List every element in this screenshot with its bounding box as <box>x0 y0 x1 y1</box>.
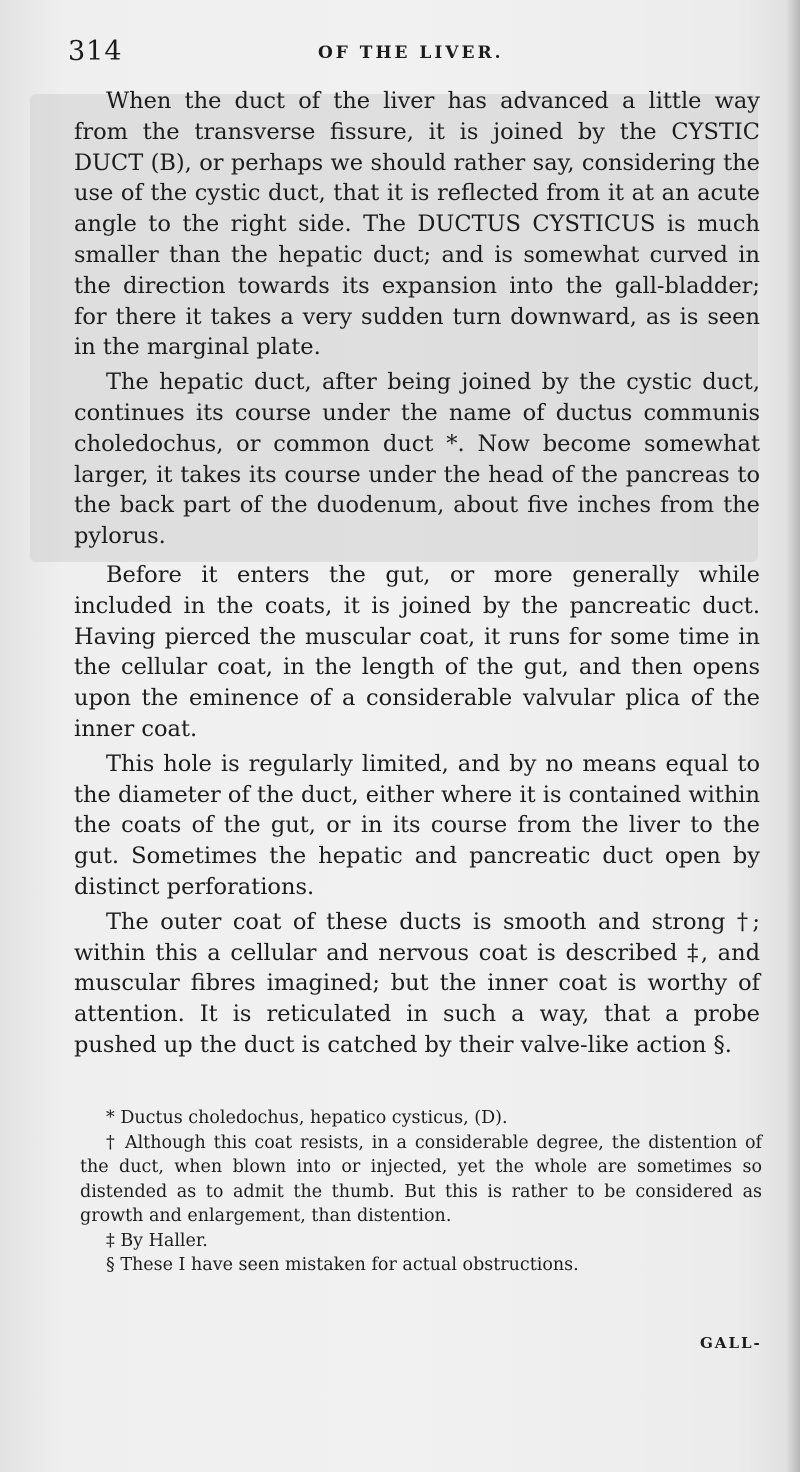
footnotes <box>80 1106 762 1278</box>
running-head: OF THE LIVER. <box>318 43 504 63</box>
paragraph: The outer coat of these ducts is smooth and strong †; within this a cellular and nervous coat is described ‡, and muscular fibres imagined; but the inner coat is worthy of attention. It is reticulated in such a way, that a probe pushed up the duct is catched by their valve-like action §. <box>74 908 760 1058</box>
paragraph: This hole is regularly limited, and by no means equal to the diameter of the duct, either where it is contained within the coats of the gut, or in its course from the liver to the gut. Sometimes the hepatic and pancreatic duct open by distinct perforations. <box>74 750 760 900</box>
footnote: § These I have seen mistaken for actual obstructions. <box>106 1255 579 1275</box>
page-header <box>68 36 758 76</box>
paragraph: The hepatic duct, after being joined by the cystic duct, continues its course under the name of ductus communis choledochus, or common duct *. Now become somewhat larger, it takes its course under the head of the pancreas to the back part of the duodenum, about five inches from the pylorus. <box>74 369 760 550</box>
footnote: ‡ By Haller. <box>106 1230 208 1251</box>
main-text <box>74 86 760 1061</box>
paragraph: Before it enters the gut, or more generally while included in the coats, it is joined by the pancreatic duct. Having pierced the muscular coat, it runs for some time in the cellular coat, in the length of the gut, and then opens upon the eminence of a considerable valvular plica of the inner coat. <box>74 561 760 742</box>
catchword: GALL- <box>700 1334 762 1352</box>
footnote: † Although this coat resists, in a considerable degree, the distention of the duct, when blown into or injected, yet the whole are sometimes so distended as to admit the thumb. But this is rather to be considered as growth and enlargement, than distention. <box>80 1132 762 1226</box>
page-number: 314 <box>68 36 123 67</box>
paragraph: When the duct of the liver has advanced a little way from the transverse fissure, it is joined by the CYSTIC DUCT (B), or perhaps we should rather say, considering the use of the cystic duct, that it is reflected from it at an acute angle to the right side. The DUCTUS CYSTICUS is much smaller than the hepatic duct; and is somewhat curved in the direction towards its expansion into the gall-bladder; for there it takes a very sudden turn downward, as is seen in the marginal plate. <box>74 88 760 361</box>
page-edge-shadow <box>786 0 800 1472</box>
footnote: * Ductus choledochus, hepatico cysticus, (D). <box>106 1108 508 1128</box>
